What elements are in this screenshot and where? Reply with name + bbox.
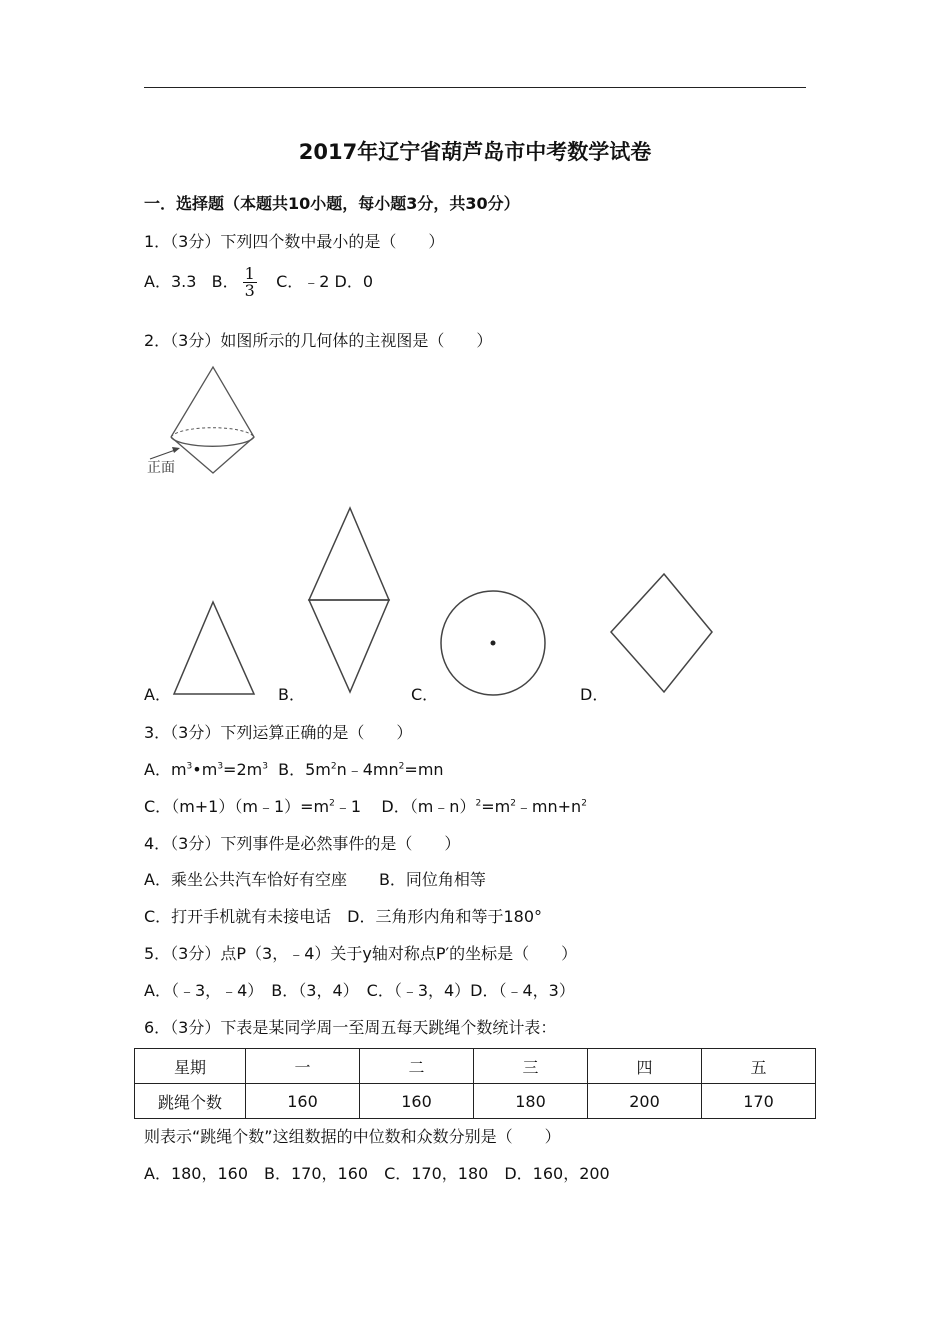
q1-options (144, 266, 373, 299)
front-view-label: 正面 (147, 460, 175, 476)
q2-option-b-double-triangle (305, 505, 395, 700)
q4-stem: 4．（3分）下列事件是必然事件的是（ ） (144, 834, 461, 853)
q3-option-c-label: C． (144, 797, 172, 816)
table-cell: 160 (360, 1084, 474, 1119)
table-cell: 一 (246, 1049, 360, 1084)
jump-rope-table (134, 1048, 816, 1119)
q2-option-d-rhombus (608, 571, 716, 697)
table-cell: 星期 (135, 1049, 246, 1084)
section-heading: 一．选择题（本题共10小题，每小题3分，共30分） (144, 194, 520, 213)
table-cell: 跳绳个数 (135, 1084, 246, 1119)
q3-options-cd: C．$(m+1)(m﹣1)=m^2﹣1$ D．$(m﹣n)^2=m^2﹣mn+n^2$ (144, 797, 587, 816)
fraction-numerator: 1 (244, 264, 255, 283)
q6-question: 则表示“跳绳个数”这组数据的中位数和众数分别是（ ） (144, 1127, 561, 1146)
table-cell: 160 (246, 1084, 360, 1119)
q6-options: A．180，160 B．170，160 C．170，180 D．160，200 (144, 1164, 610, 1183)
q1-option-cd: C．﹣2 D．0 (276, 272, 374, 291)
q3-option-a-label: A． (144, 760, 171, 779)
q2-option-a-label: A． (144, 685, 171, 704)
q2-option-a-triangle (170, 598, 260, 698)
fraction-denominator: 3 (244, 281, 255, 300)
table-cell: 170 (702, 1084, 816, 1119)
q2-option-d-label: D． (580, 685, 609, 704)
q5-options: A．（﹣3，﹣4） B．（3，4） C．（﹣3，4）D．（﹣4，3） (144, 981, 575, 1000)
q3-option-d-label: D． (381, 797, 410, 816)
table-cell: 四 (588, 1049, 702, 1084)
table-cell: 三 (474, 1049, 588, 1084)
q2-option-c-circle (438, 590, 550, 702)
q2-stem: 2．（3分）如图所示的几何体的主视图是（ ） (144, 331, 493, 350)
q4-options-cd: C．打开手机就有未接电话 D．三角形内角和等于180° (144, 907, 543, 926)
table-row (135, 1049, 816, 1084)
q3-stem: 3．（3分）下列运算正确的是（ ） (144, 723, 413, 742)
table-cell: 五 (702, 1049, 816, 1084)
table-row (135, 1084, 816, 1119)
header-rule (144, 87, 806, 88)
q1-fraction (243, 266, 257, 299)
q3-option-b-label: B． (278, 760, 306, 779)
table-cell: 200 (588, 1084, 702, 1119)
q4-options-ab: A．乘坐公共汽车恰好有空座 B．同位角相等 (144, 870, 486, 889)
q1-stem: 1．（3分）下列四个数中最小的是（ ） (144, 232, 445, 251)
q5-stem: 5．（3分）点P（3，﹣4）关于y轴对称点P′的坐标是（ ） (144, 944, 578, 963)
q6-stem: 6．（3分）下表是某同学周一至周五每天跳绳个数统计表： (144, 1018, 557, 1037)
page-title: 2017年辽宁省葫芦岛市中考数学试卷 (298, 140, 652, 164)
q3-options-ab: A．$m^3•m^3=2m^3$ B．$5m^2n﹣4mn^2=mn$ (144, 760, 444, 779)
table-cell: 180 (474, 1084, 588, 1119)
q1-option-b-label: B． (211, 272, 239, 291)
q2-option-c-label: C． (411, 685, 439, 704)
q2-option-b-label: B． (278, 685, 305, 704)
q1-option-a: A．3.3 (144, 272, 197, 291)
table-cell: 二 (360, 1049, 474, 1084)
